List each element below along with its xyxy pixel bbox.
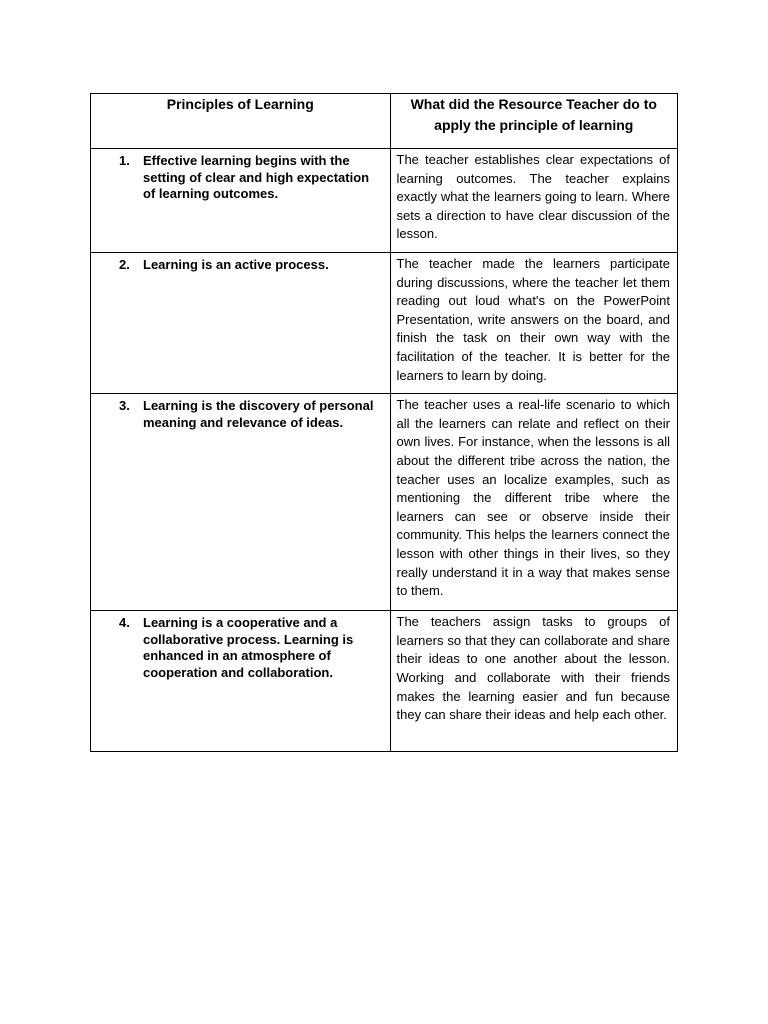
answer-text: The teacher made the learners participate during discussions, where the teacher let them reading out loud what's on the PowerPoint Presentation, write answers on the board, and finish the task on their own way with the facilitation of the teacher. It is better for the learners to learn by doing. xyxy=(396,256,670,383)
answer-cell xyxy=(390,149,678,253)
table-row xyxy=(91,611,678,752)
principle-text: Learning is a cooperative and a collaborative process. Learning is enhanced in an atmosphere of cooperation and collaboration. xyxy=(143,615,354,680)
principle-text: Learning is an active process. xyxy=(143,257,329,272)
answer-cell xyxy=(390,394,678,611)
principle-number: 4. xyxy=(119,615,130,631)
table-row xyxy=(91,394,678,611)
answer-cell xyxy=(390,611,678,752)
header-teacher-application-label: What did the Resource Teacher do to apply the principle of learning xyxy=(410,96,657,133)
header-principles xyxy=(91,94,391,149)
table-row xyxy=(91,253,678,394)
principles-table xyxy=(90,93,678,752)
principle-number: 1. xyxy=(119,153,130,168)
header-principles-label: Principles of Learning xyxy=(166,96,314,112)
table-row xyxy=(91,149,678,253)
answer-text: The teachers assign tasks to groups of learners so that they can collaborate and share their ideas to one another about the lesson. Working and collaborate with their friends makes the learning easier and fun because they can share their ideas and help each other. xyxy=(396,614,670,723)
answer-cell xyxy=(390,253,678,394)
answer-text: The teacher uses a real-life scenario to which all the learners can relate and reflect on their own lives. For instance, when the lessons is all about the different tribe across the nation, the teacher uses an localize examples, such as mentioning the different tribe where the learners can see or observe inside their community. This helps the learners connect the lesson with other things in their lives, so they really understand it in a way that makes sense to them. xyxy=(396,397,670,599)
table-header-row xyxy=(91,94,678,149)
principle-number: 3. xyxy=(119,398,130,414)
principle-cell xyxy=(91,253,391,394)
principle-cell xyxy=(91,149,391,253)
principle-text: Learning is the discovery of personal meaning and relevance of ideas. xyxy=(143,398,374,430)
header-teacher-application xyxy=(390,94,678,149)
principle-number: 2. xyxy=(119,257,130,272)
principle-text: Effective learning begins with the setting of clear and high expectation of learning outcomes. xyxy=(143,153,370,201)
principle-cell xyxy=(91,611,391,752)
principle-cell xyxy=(91,394,391,611)
answer-text: The teacher establishes clear expectations of learning outcomes. The teacher explains exactly what the learners going to learn. Where sets a direction to have clear discussion of the lesson. xyxy=(396,152,670,242)
